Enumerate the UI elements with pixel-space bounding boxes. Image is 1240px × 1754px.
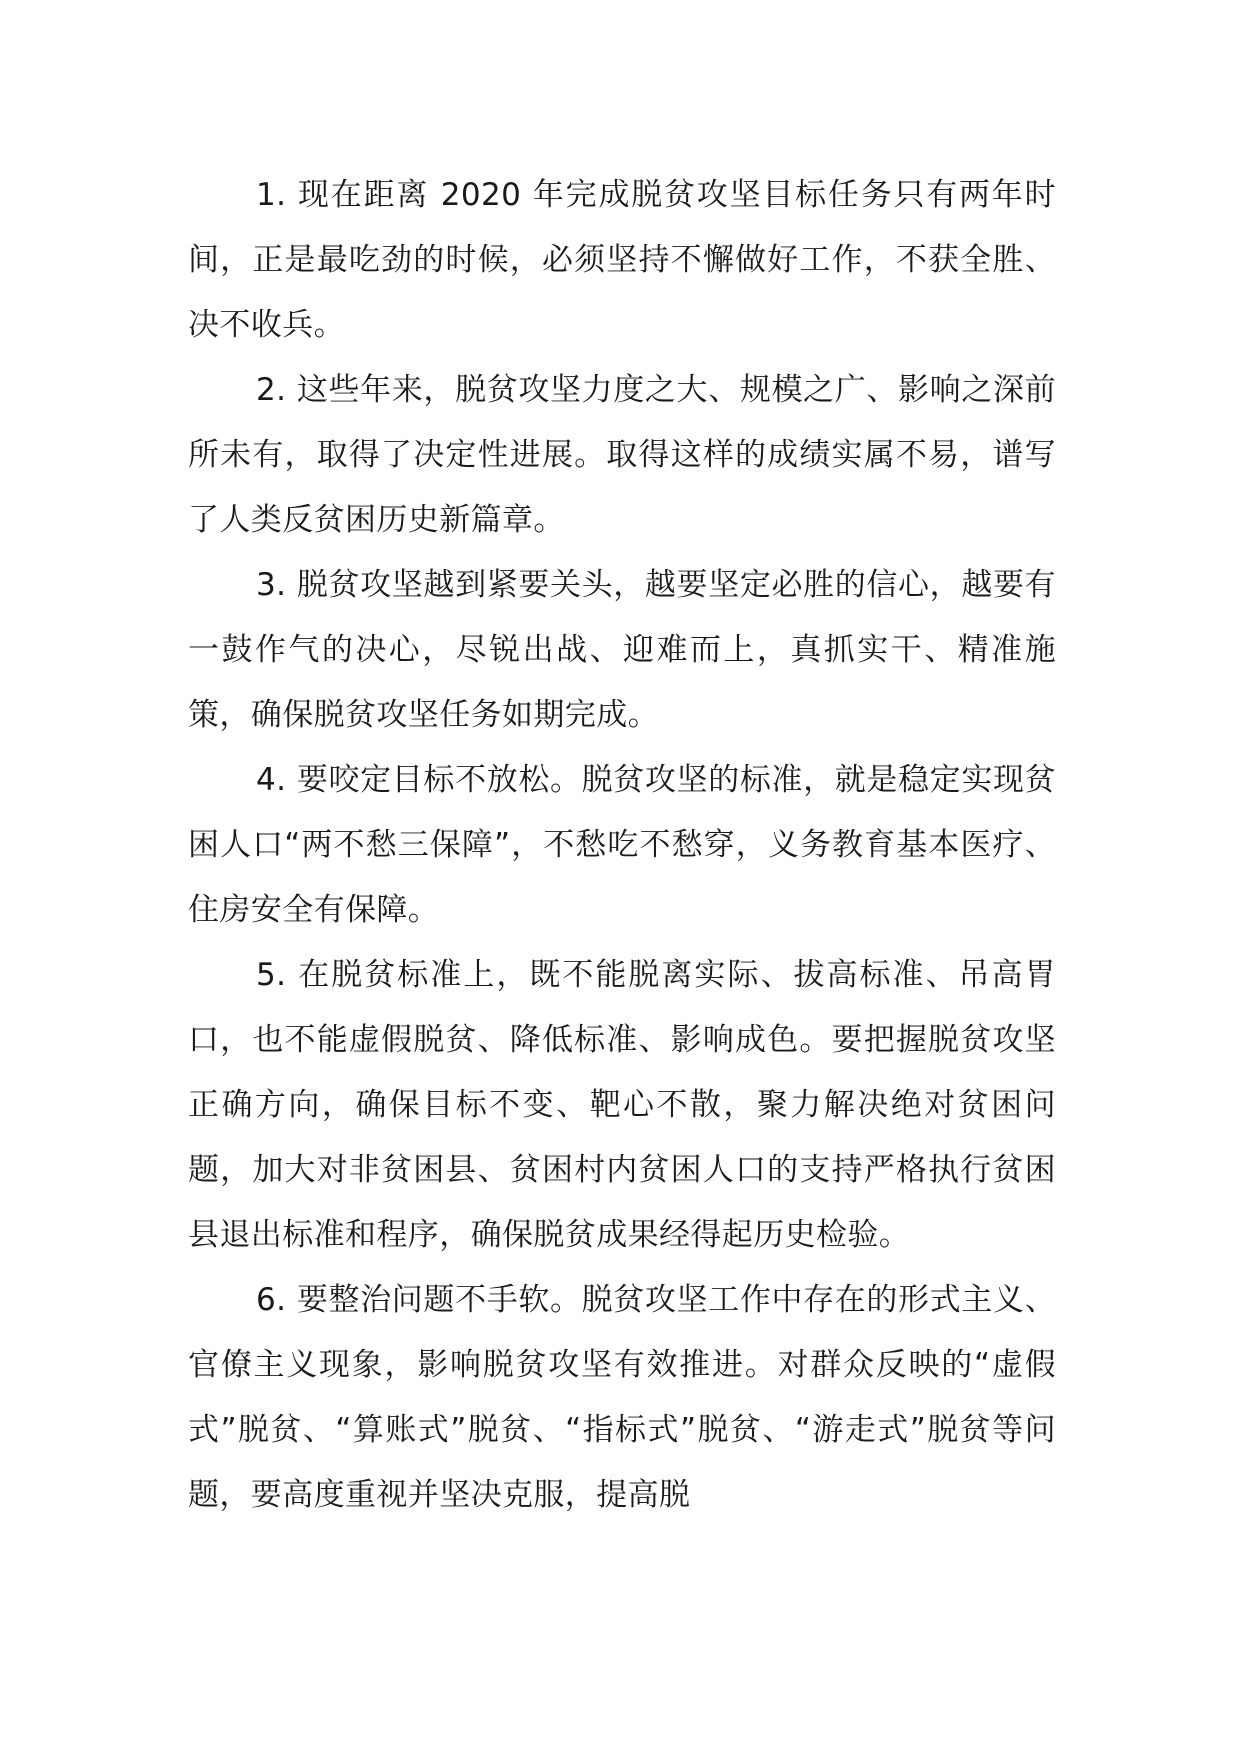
document-body	[188, 163, 1056, 1528]
paragraph-6: 6. 要整治问题不手软。脱贫攻坚工作中存在的形式主义、官僚主义现象，影响脱贫攻坚有效推进。对群众反映的“虚假式”脱贫、“算账式”脱贫、“指标式”脱贫、“游走式”脱贫等问题，要高度重视并坚决克服，提高脱	[188, 1282, 1056, 1513]
paragraph-2: 2. 这些年来，脱贫攻坚力度之大、规模之广、影响之深前所未有，取得了决定性进展。取得这样的成绩实属不易，谱写了人类反贫困历史新篇章。	[188, 372, 1056, 538]
paragraph-1: 1. 现在距离 2020 年完成脱贫攻坚目标任务只有两年时间，正是最吃劲的时候，必须坚持不懈做好工作，不获全胜、决不收兵。	[188, 177, 1056, 343]
paragraph-3: 3. 脱贫攻坚越到紧要关头，越要坚定必胜的信心，越要有一鼓作气的决心，尽锐出战、迎难而上，真抓实干、精准施策，确保脱贫攻坚任务如期完成。	[188, 567, 1056, 733]
paragraph-5: 5. 在脱贫标准上，既不能脱离实际、拔高标准、吊高胃口，也不能虚假脱贫、降低标准、影响成色。要把握脱贫攻坚正确方向，确保目标不变、靶心不散，聚力解决绝对贫困问题，加大对非贫困县、贫困村内贫困人口的支持严格执行贫困县退出标准和程序，确保脱贫成果经得起历史检验。	[188, 957, 1056, 1253]
paragraph-4: 4. 要咬定目标不放松。脱贫攻坚的标准，就是稳定实现贫困人口“两不愁三保障”，不愁吃不愁穿，义务教育基本医疗、住房安全有保障。	[188, 762, 1056, 928]
